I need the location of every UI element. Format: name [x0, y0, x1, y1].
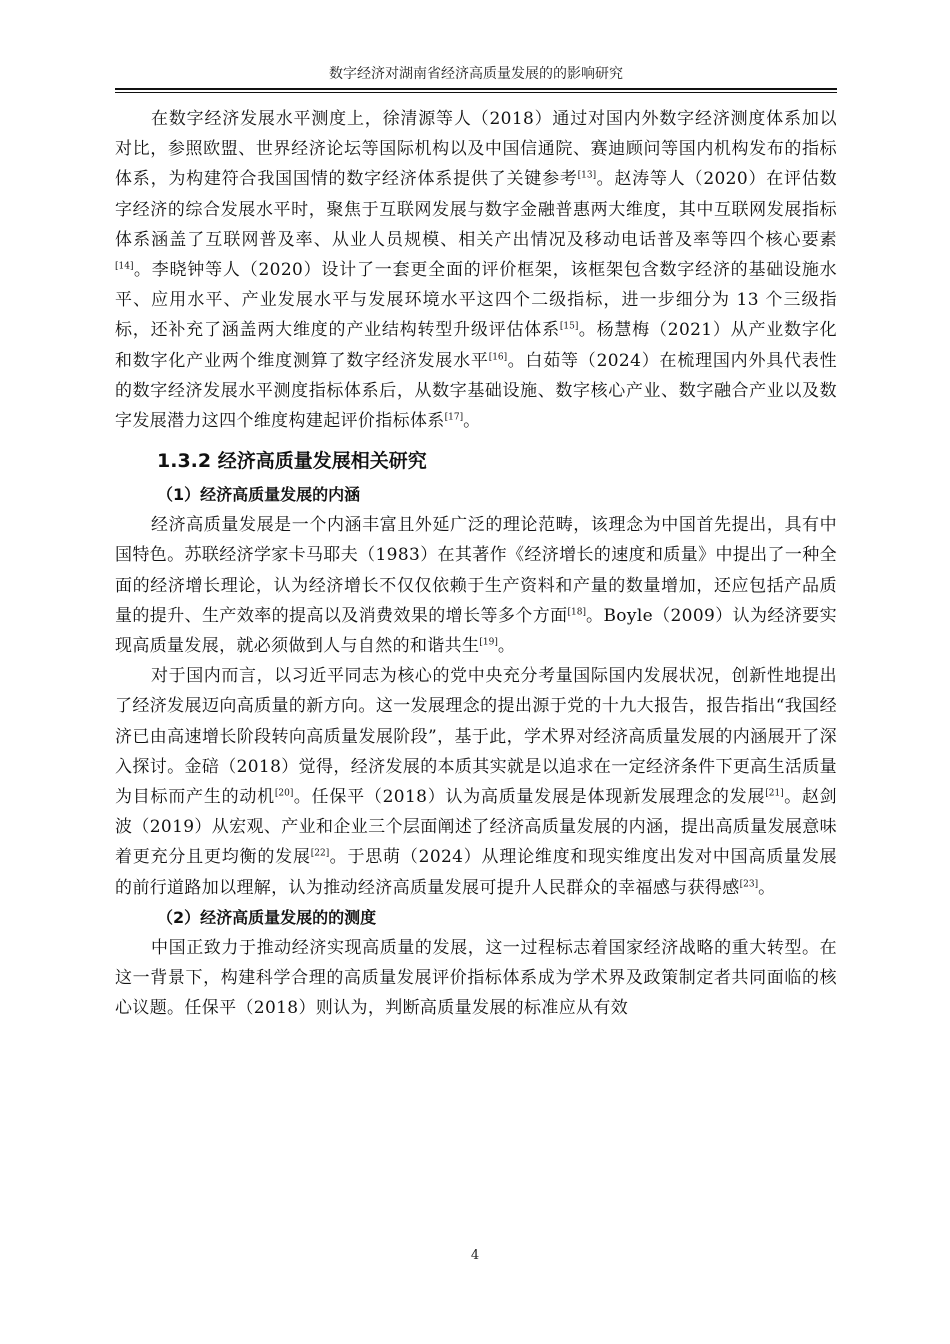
citation: [17]	[444, 412, 464, 423]
section-heading: 1.3.2 经济高质量发展相关研究	[157, 450, 427, 473]
subsection-heading-measurement: （2）经济高质量发展的的测度	[157, 907, 377, 927]
paragraph-connotation-2	[115, 661, 837, 903]
running-header: 数字经济对湖南省经济高质量发展的的影响研究	[329, 66, 623, 82]
text: 。	[758, 877, 776, 898]
text: 。任保平（2018）认为高质量发展是体现新发展理念的发展	[293, 787, 766, 808]
text: 中国正致力于推动经济实现高质量的发展，这一过程标志着国家经济战略的重大转型。在这一背景下，构建科学合理的高质量发展评价指标体系成为学术界及政策制定者共同面临的核心议题。任保平（2018）则认为，判断高质量发展的标准应从有效	[115, 937, 837, 1019]
page-body	[115, 104, 837, 1023]
text: 。赵涛等人（2020）在评估数字经济的综合发展水平时，聚焦于互联网发展与数字金融普惠两大维度，其中互联网发展指标体系涵盖了互联网普及率、从业人员规模、相关产出情况及移动电话普及率等四个核心要素	[115, 169, 837, 250]
text: 在数字经济发展水平测度上，徐清源等人（2018）通过对国内外数字经济测度体系加以对比，参照欧盟、世界经济论坛等国际机构以及中国信通院、赛迪顾问等国内机构发布的指标体系，为构建符合我国国情的数字经济体系提供了关键参考	[115, 109, 837, 190]
text: 对于国内而言，以习近平同志为核心的党中央充分考量国际国内发展状况，创新性地提出了经济发展迈向高质量的新方向。这一发展理念的提出源于党的十九大报告，报告指出“我国经济已由高速增长阶段转向高质量发展阶段”，基于此，学术界对经济高质量发展的内涵展开了深入探讨。金碚（2018）觉得，经济发展的本质其实就是以追求在一定经济条件下更高生活质量为目标而产生的动机	[115, 666, 837, 808]
text: 。	[497, 636, 516, 657]
text: 。杨慧梅（2021）从产业数字化和数字化产业两个维度测算了数字经济发展水平	[115, 320, 838, 371]
citation: [14]	[115, 261, 134, 272]
text: 经济高质量发展是一个内涵丰富且外延广泛的理论范畴，该理念为中国首先提出，具有中国特色。苏联经济学家卡马耶夫（1983）在其著作《经济增长的速度和质量》中提出了一种全面的经济增长理论，认为经济增长不仅仅依赖于生产资料和产量的数量增加，还应包括产品质量的提升、生产效率的提高以及消费效果的增长等多个方面	[115, 515, 837, 626]
header-rule	[115, 88, 837, 90]
citation: [15]	[559, 322, 579, 333]
citation: [20]	[274, 788, 294, 799]
citation: [21]	[765, 788, 784, 799]
text: 。于思萌（2024）从理论维度和现实维度出发对中国高质量发展的前行道路加以理解，认为推动经济高质量发展可提升人民群众的幸福感与获得感	[115, 847, 837, 898]
citation: [19]	[479, 637, 498, 648]
paragraph-digital-economy-measurement	[115, 104, 837, 436]
page-number: 4	[470, 1248, 480, 1263]
citation: [13]	[577, 171, 597, 182]
citation: [23]	[739, 879, 759, 890]
citation: [22]	[310, 849, 330, 860]
text: 。李晓钟等人（2020）设计了一套更全面的评价框架，该框架包含数字经济的基础设施水平、应用水平、产业发展水平与发展环境水平这四个二级指标，进一步细分为 13 个三级指标，还补充了涵盖两大维度的产业结构转型升级评估体系	[115, 260, 837, 341]
citation: [18]	[567, 607, 586, 618]
text: 。Boyle（2009）认为经济要实现高质量发展，就必须做到人与自然的和谐共生	[115, 605, 837, 657]
text: 。白茹等（2024）在梳理国内外具代表性的数字经济发展水平测度指标体系后，从数字基础设施、数字核心产业、数字融合产业以及数字发展潜力这四个维度构建起评价指标体系	[115, 350, 837, 432]
citation: [16]	[488, 352, 508, 363]
paragraph-measurement	[115, 933, 837, 1024]
text: 。赵剑波（2019）从宏观、产业和企业三个层面阐述了经济高质量发展的内涵，提出高质量发展意味着更充分且更均衡的发展	[115, 787, 837, 868]
paragraph-connotation-1	[115, 510, 837, 661]
subsection-heading-connotation: （1）经济高质量发展的内涵	[157, 485, 361, 505]
text: 。	[463, 411, 481, 432]
